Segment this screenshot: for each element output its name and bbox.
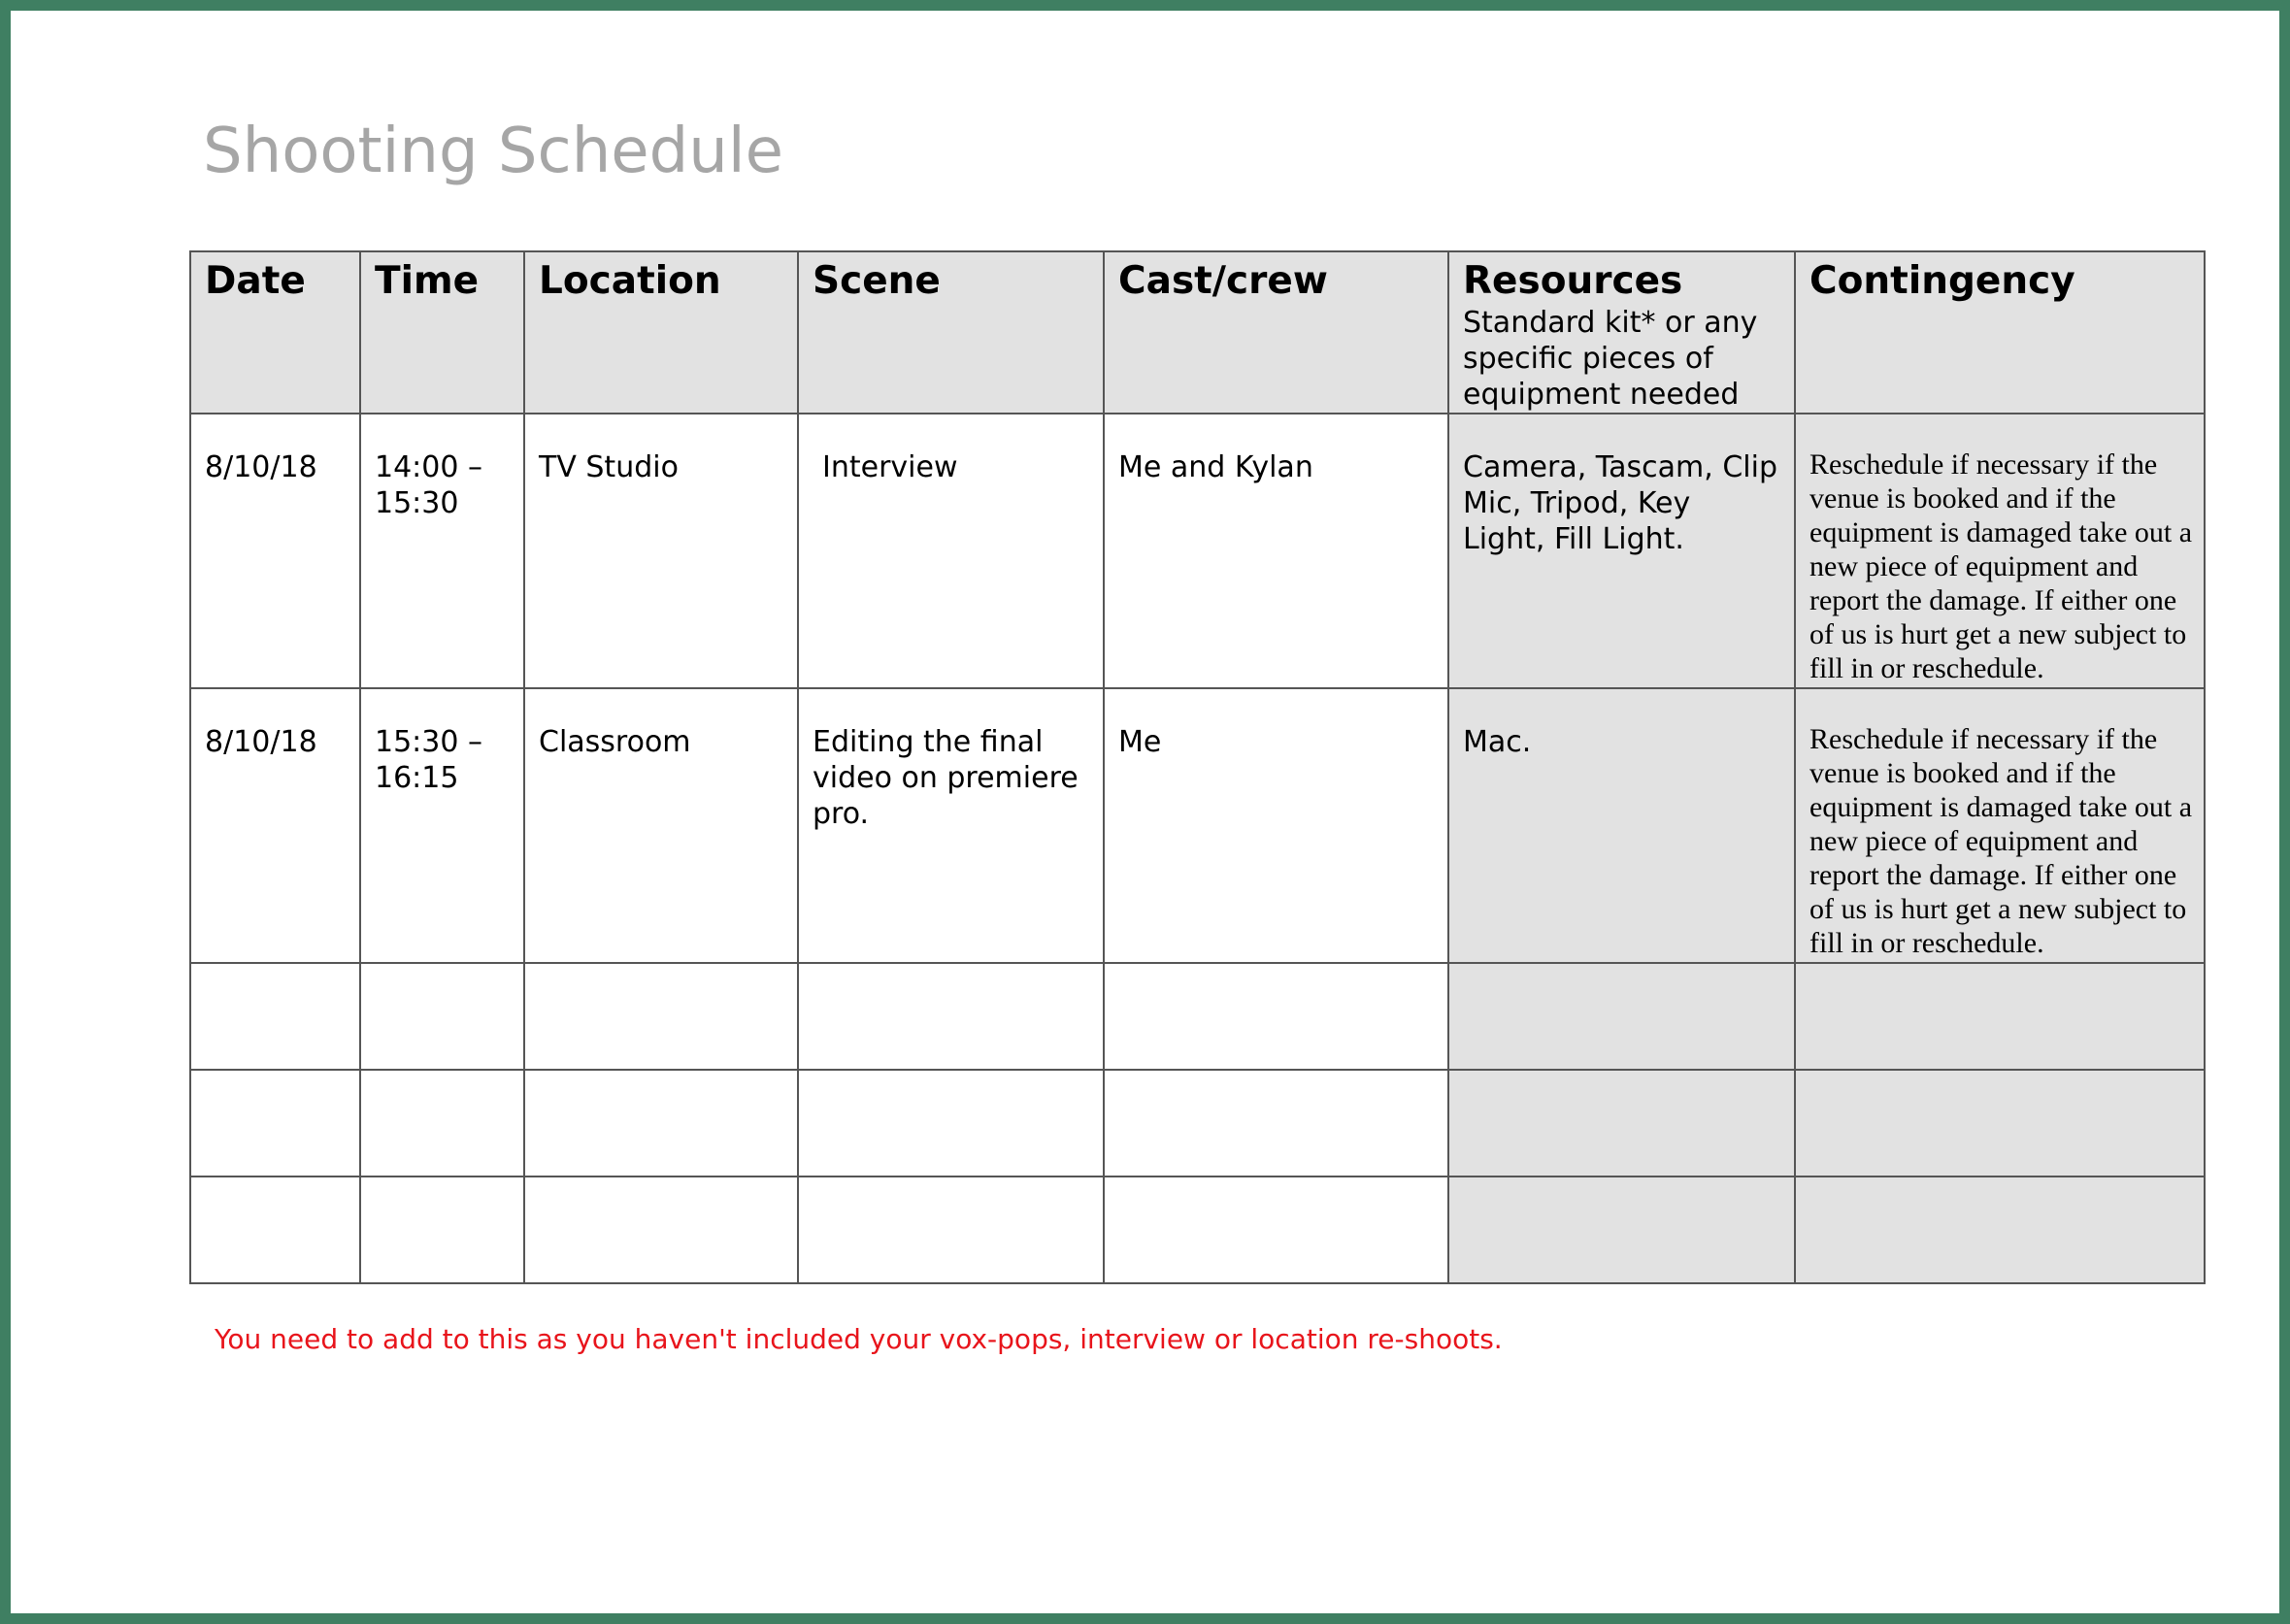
empty-cell	[1448, 1070, 1795, 1177]
empty-cell	[798, 1070, 1104, 1177]
empty-table-row	[190, 963, 2205, 1070]
header-contingency: Contingency	[1795, 251, 2205, 414]
empty-cell	[798, 963, 1104, 1070]
empty-cell	[360, 1070, 524, 1177]
page-title: Shooting Schedule	[203, 116, 783, 187]
cell-date: 8/10/18	[190, 414, 360, 688]
cell-time: 15:30 – 16:15	[360, 688, 524, 963]
empty-cell	[1104, 963, 1448, 1070]
cell-contingency: Reschedule if necessary if the venue is booked and if the equipment is damaged take out a new piece of equipment and report the damage. If either one of us is hurt get a new subject to fill in or reschedule.	[1795, 688, 2205, 963]
cell-resources: Mac.	[1448, 688, 1795, 963]
empty-cell	[1795, 1070, 2205, 1177]
header-date: Date	[190, 251, 360, 414]
shooting-schedule-table	[189, 250, 2206, 1284]
header-location: Location	[524, 251, 798, 414]
cell-scene: Editing the final video on premiere pro.	[798, 688, 1104, 963]
empty-cell	[524, 1070, 798, 1177]
empty-table-row	[190, 1070, 2205, 1177]
empty-cell	[524, 1177, 798, 1283]
empty-cell	[1104, 1070, 1448, 1177]
header-scene: Scene	[798, 251, 1104, 414]
empty-table-row	[190, 1177, 2205, 1283]
feedback-note: You need to add to this as you haven't included your vox-pops, interview or location re-shoots.	[215, 1323, 1503, 1355]
empty-cell	[190, 963, 360, 1070]
cell-location: Classroom	[524, 688, 798, 963]
cell-cast-crew: Me	[1104, 688, 1448, 963]
header-cast-crew: Cast/crew	[1104, 251, 1448, 414]
empty-cell	[798, 1177, 1104, 1283]
empty-cell	[190, 1177, 360, 1283]
header-resources: Resources Standard kit* or any specific pieces of equipment needed	[1448, 251, 1795, 414]
empty-cell	[360, 963, 524, 1070]
empty-cell	[190, 1070, 360, 1177]
empty-cell	[1448, 963, 1795, 1070]
cell-time: 14:00 – 15:30	[360, 414, 524, 688]
header-resources-subtitle: Standard kit* or any specific pieces of equipment needed	[1463, 306, 1758, 412]
empty-cell	[524, 963, 798, 1070]
cell-scene: Interview	[798, 414, 1104, 688]
empty-cell	[360, 1177, 524, 1283]
empty-cell	[1104, 1177, 1448, 1283]
table-row	[190, 414, 2205, 688]
cell-location: TV Studio	[524, 414, 798, 688]
empty-cell	[1795, 963, 2205, 1070]
header-row	[190, 251, 2205, 414]
cell-cast-crew: Me and Kylan	[1104, 414, 1448, 688]
header-time: Time	[360, 251, 524, 414]
cell-date: 8/10/18	[190, 688, 360, 963]
cell-contingency: Reschedule if necessary if the venue is booked and if the equipment is damaged take out a new piece of equipment and report the damage. If either one of us is hurt get a new subject to fill in or reschedule.	[1795, 414, 2205, 688]
cell-resources: Camera, Tascam, Clip Mic, Tripod, Key Light, Fill Light.	[1448, 414, 1795, 688]
table-row	[190, 688, 2205, 963]
empty-cell	[1795, 1177, 2205, 1283]
empty-cell	[1448, 1177, 1795, 1283]
